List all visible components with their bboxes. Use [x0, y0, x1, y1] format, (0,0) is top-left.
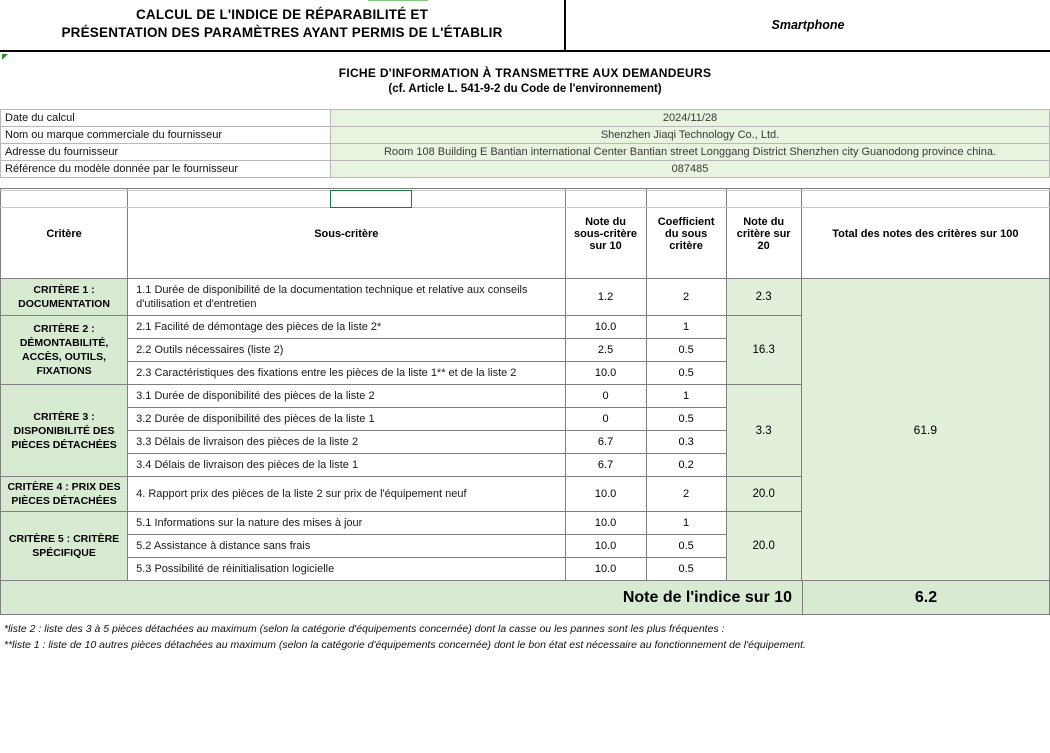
title-line-1: CALCUL DE L'INDICE DE RÉPARABILITÉ ET — [135, 7, 429, 22]
criterion-1-label: CRITÈRE 1 : DOCUMENTATION — [1, 279, 128, 316]
note10-2-2: 2.5 — [565, 339, 646, 362]
note10-4-1: 10.0 — [565, 477, 646, 512]
info-label-model-ref: Référence du modèle donnée par le fournisseur — [1, 161, 331, 178]
subheader-line-1: FICHE D'INFORMATION À TRANSMETTRE AUX DEMANDEURS — [338, 66, 712, 80]
note10-3-4: 6.7 — [565, 454, 646, 477]
coef-2-1: 1 — [646, 316, 726, 339]
coef-3-1: 1 — [646, 385, 726, 408]
subcriterion-3-1: 3.1 Durée de disponibilité des pièces de la liste 2 — [128, 385, 565, 408]
criteria-table — [0, 188, 1050, 581]
info-label-address: Adresse du fournisseur — [1, 144, 331, 161]
note20-criterion-4: 20.0 — [726, 477, 801, 512]
coef-2-2: 0.5 — [646, 339, 726, 362]
subcriterion-2-3: 2.3 Caractéristiques des fixations entre les pièces de la liste 1** et de la liste 2 — [128, 362, 565, 385]
info-row — [1, 161, 1050, 178]
criterion-2-label: CRITÈRE 2 : DÉMONTABILITÉ, ACCÈS, OUTILS, FIXATIONS — [1, 316, 128, 385]
coef-4-1: 2 — [646, 477, 726, 512]
note10-5-2: 10.0 — [565, 535, 646, 558]
coef-1-1: 2 — [646, 279, 726, 316]
note10-3-2: 0 — [565, 408, 646, 431]
info-row — [1, 127, 1050, 144]
subcriterion-5-1: 5.1 Informations sur la nature des mises à jour — [128, 512, 565, 535]
header-coefficient: Coefficient du sous critère — [646, 189, 726, 279]
subcriterion-3-4: 3.4 Délais de livraison des pièces de la liste 1 — [128, 454, 565, 477]
info-value-address[interactable]: Room 108 Building E Bantian international Center Bantian street Longgang District Shenzhen city Guanodong province china. — [331, 144, 1050, 161]
header-subcriterion: Sous-critère — [128, 189, 565, 279]
subcriterion-3-2: 3.2 Durée de disponibilité des pièces de la liste 1 — [128, 408, 565, 431]
final-score-label: Note de l'indice sur 10 — [1, 581, 803, 614]
footnote-list-2: *liste 2 : liste des 3 à 5 pièces détachées au maximum (selon la catégorie d'équipements concernée) dont la casse ou les pannes sont les plus fréquentes : — [4, 623, 725, 635]
coef-2-3: 0.5 — [646, 362, 726, 385]
info-row — [1, 144, 1050, 161]
title-line-2: PRÉSENTATION DES PARAMÈTRES AYANT PERMIS DE L'ÉTABLIR — [61, 25, 503, 40]
info-label-date: Date du calcul — [1, 110, 331, 127]
subcriterion-4-1: 4. Rapport prix des pièces de la liste 2 sur prix de l'équipement neuf — [128, 477, 565, 512]
note10-5-3: 10.0 — [565, 558, 646, 581]
header-band — [0, 0, 1050, 52]
info-value-brand[interactable]: Shenzhen Jiaqi Technology Co., Ltd. — [331, 127, 1050, 144]
subcriterion-5-3: 5.3 Possibilité de réinitialisation logicielle — [128, 558, 565, 581]
final-score-row — [0, 581, 1050, 615]
coef-3-3: 0.3 — [646, 431, 726, 454]
selected-cell[interactable] — [330, 190, 412, 208]
green-marker — [368, 0, 428, 1]
subcriterion-2-2: 2.2 Outils nécessaires (liste 2) — [128, 339, 565, 362]
footnotes — [0, 615, 1050, 653]
coef-3-2: 0.5 — [646, 408, 726, 431]
header-note-sub: Note du sous-critère sur 10 — [565, 189, 646, 279]
info-value-date[interactable]: 2024/11/28 — [331, 110, 1050, 127]
subcriterion-3-3: 3.3 Délais de livraison des pièces de la liste 2 — [128, 431, 565, 454]
header-criterion: Critère — [1, 189, 128, 279]
document-title — [0, 0, 566, 50]
note10-3-3: 6.7 — [565, 431, 646, 454]
info-value-model-ref[interactable]: 087485 — [331, 161, 1050, 178]
note10-3-1: 0 — [565, 385, 646, 408]
table-row — [1, 279, 1050, 316]
subheader-line-2: (cf. Article L. 541-9-2 du Code de l'environnement) — [388, 83, 662, 95]
criterion-5-label: CRITÈRE 5 : CRITÈRE SPÉCIFIQUE — [1, 512, 128, 581]
header-note-criterion: Note du critère sur 20 — [726, 189, 801, 279]
corner-marker-icon — [2, 54, 8, 60]
note10-2-3: 10.0 — [565, 362, 646, 385]
note10-1-1: 1.2 — [565, 279, 646, 316]
subcriterion-1-1: 1.1 Durée de disponibilité de la documentation technique et relative aux conseils d'utilisation et d'entretien — [128, 279, 565, 316]
note20-criterion-3: 3.3 — [726, 385, 801, 477]
footnote-list-1: **liste 1 : liste de 10 autres pièces détachées au maximum (selon la catégorie d'équipements concernée) dont le bon état est nécessaire au fonctionnement de l'équipement. — [4, 639, 806, 651]
total-score-100: 61.9 — [801, 279, 1049, 581]
subcriterion-5-2: 5.2 Assistance à distance sans frais — [128, 535, 565, 558]
header-total: Total des notes des critères sur 100 — [801, 189, 1049, 279]
product-category: Smartphone — [771, 18, 845, 32]
note10-2-1: 10.0 — [565, 316, 646, 339]
note20-criterion-2: 16.3 — [726, 316, 801, 385]
note10-5-1: 10.0 — [565, 512, 646, 535]
supplier-info-table — [0, 109, 1050, 178]
coef-5-3: 0.5 — [646, 558, 726, 581]
subcriterion-2-1: 2.1 Facilité de démontage des pièces de la liste 2* — [128, 316, 565, 339]
criterion-3-label: CRITÈRE 3 : DISPONIBILITÉ DES PIÈCES DÉTACHÉES — [1, 385, 128, 477]
criterion-4-label: CRITÈRE 4 : PRIX DES PIÈCES DÉTACHÉES — [1, 477, 128, 512]
note20-criterion-1: 2.3 — [726, 279, 801, 316]
coef-3-4: 0.2 — [646, 454, 726, 477]
info-row — [1, 110, 1050, 127]
empty-row-strip — [0, 190, 1050, 208]
coef-5-1: 1 — [646, 512, 726, 535]
note20-criterion-5: 20.0 — [726, 512, 801, 581]
final-score-value: 6.2 — [914, 588, 938, 606]
info-label-brand: Nom ou marque commerciale du fournisseur — [1, 127, 331, 144]
subheader — [0, 52, 1050, 105]
coef-5-2: 0.5 — [646, 535, 726, 558]
